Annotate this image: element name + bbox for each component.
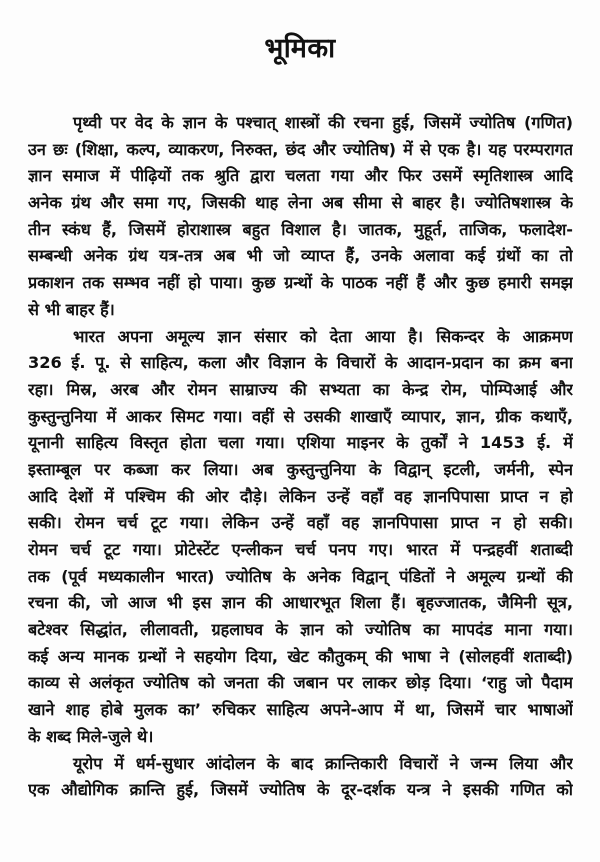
page-title: भूमिका <box>264 33 336 64</box>
text-line: के शब्द मिले-जुले थे। <box>28 726 154 746</box>
text-line: यूनानी साहित्य विस्तृत होता चला गया। एशिया माइनर के तुर्कों ने 1453 ई. में <box>28 433 573 453</box>
text-line: इस्ताम्बूल पर कब्जा कर लिया। अब कुस्तुन्तुनिया के विद्वान् इटली, जर्मनी, स्पेन <box>28 459 573 479</box>
paragraph-3 <box>28 751 573 804</box>
text-line: तीन स्कंध हैं, जिसमें होराशास्त्र बहुत विशाल है। जातक, मुहूर्त, ताजिक, फलादेश- <box>28 219 573 239</box>
text-line: कई अन्य मानक ग्रन्थों ने सहयोग दिया, खेट कौतुकम् की भाषा ने (सोलहवीं शताब्दी) <box>28 646 573 666</box>
text-line: भारत अपना अमूल्य ज्ञान संसार को देता आया है। सिकन्दर के आक्रमण <box>73 326 573 346</box>
text-line: यूरोप में धर्म-सुधार आंदोलन के बाद क्रान्तिकारी विचारों ने जन्म लिया और <box>73 753 573 773</box>
text-line: से भी बाहर हैं। <box>28 299 115 319</box>
text-line: प्रकाशन तक सम्भव नहीं हो पाया। कुछ ग्रन्थों के पाठक नहीं हैं और कुछ हमारी समझ <box>28 273 573 293</box>
text-line: सम्बन्धी अनेक ग्रंथ यत्र-तत्र अब भी जो व्याप्त हैं, उनके अलावा कई ग्रंथों का तो <box>28 246 573 266</box>
text-line: पृथ्वी पर वेद के ज्ञान के पश्चात् शास्त्रों की रचना हुई, जिसमें ज्योतिष (गणित) <box>73 113 573 132</box>
text-line: खाने शाह होबे मुलक का’ रुचिकर साहित्य अपने-आप में था, जिसमें चार भाषाओं <box>28 700 573 720</box>
text-line: रोमन चर्च टूट गया। प्रोटेस्टेंट एन्लीकन चर्च पनप गए। भारत में पन्द्रहवीं शताब्दी <box>28 540 573 559</box>
text-line: उन छः (शिक्षा, कल्प, व्याकरण, निरुक्त, छंद और ज्योतिष) में से एक है। यह परम्परागत <box>28 139 573 159</box>
page-body <box>28 110 573 804</box>
text-line: कुस्तुन्तुनिया में आकर सिमट गया। वहीं से उसकी शाखाएँ व्यापार, ज्ञान, ग्रीक कथाएँ, <box>28 406 573 426</box>
text-line: सकी। रोमन चर्च टूट गया। लेकिन उन्हें वहाँ वह ज्ञानपिपासा प्राप्त न हो सकी। <box>28 513 573 533</box>
text-line: बटेश्वर सिद्धांत, लीलावती, ग्रहलाघव के ज्ञान को ज्योतिष का मापदंड माना गया। <box>28 620 573 640</box>
paragraph-2 <box>28 324 573 751</box>
text-line: एक औद्योगिक क्रान्ति हुई, जिसमें ज्योतिष के दूर-दर्शक यन्त्र ने इसकी गणित को <box>28 780 573 800</box>
text-line: आदि देशों में पश्चिम की ओर दौड़े। लेकिन उन्हें वहाँ वह ज्ञानपिपासा प्राप्त न हो <box>28 486 573 506</box>
text-line: तक (पूर्व मध्यकालीन भारत) ज्योतिष के अनेक विद्वान् पंडितों ने अमूल्य ग्रन्थों की <box>28 566 573 586</box>
text-line: अनेक ग्रंथ और समा गए, जिसकी थाह लेना अब सीमा से बाहर है। ज्योतिषशास्त्र के <box>28 193 573 213</box>
text-line: ज्ञान समाज में पीढ़ियों तक श्रुति द्वारा चलता गया और फिर उसमें स्मृतिशास्त्र आदि <box>28 166 573 186</box>
text-line: रचना की, जो आज भी इस ज्ञान की आधारभूत शिला हैं। बृहज्जातक, जैमिनी सूत्र, <box>28 593 573 613</box>
text-line: 326 ई. पू. से साहित्य, कला और विज्ञान के विचारों के आदान-प्रदान का क्रम बना <box>28 353 573 373</box>
paragraph-1 <box>28 110 573 324</box>
text-line: रहा। मिस्र, अरब और रोमन साम्राज्य की सभ्यता का केन्द्र रोम, पोम्पिआई और <box>28 379 573 399</box>
text-line: काव्य से अलंकृत ज्योतिष को जनता की जबान पर लाकर छोड़ दिया। ‘राहु जो पैदाम <box>28 673 573 693</box>
